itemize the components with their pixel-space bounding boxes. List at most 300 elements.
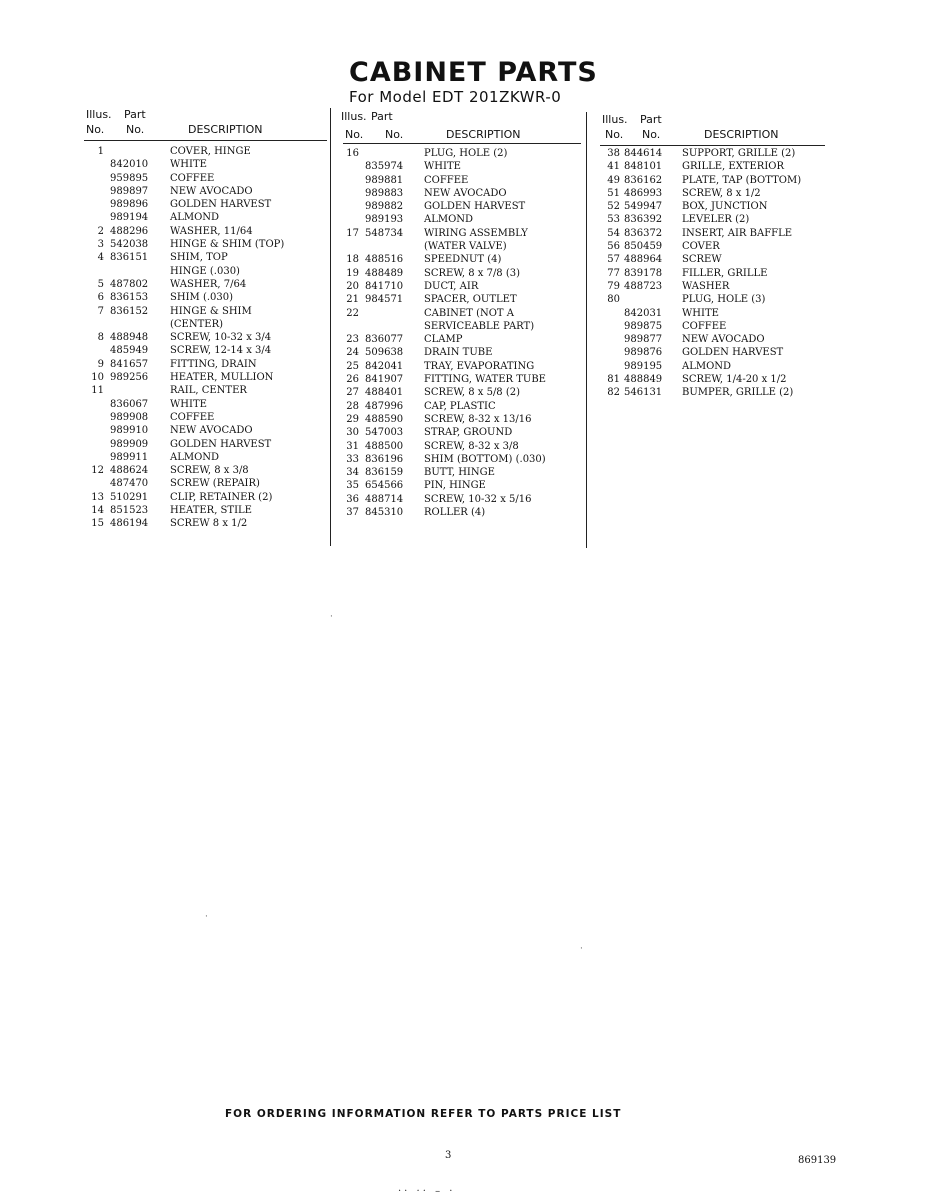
parts-row: [600, 227, 825, 240]
illus-number: 54: [607, 227, 620, 239]
parts-row: [600, 200, 825, 213]
part-number: 486993: [624, 187, 663, 199]
parts-row: [84, 438, 329, 451]
parts-row: [343, 400, 583, 413]
part-number: 989882: [365, 201, 404, 213]
column-header: [343, 108, 583, 142]
parts-column-2: [341, 108, 583, 519]
part-description: CAP, PLASTIC: [424, 400, 496, 412]
illus-number: 12: [91, 465, 104, 477]
part-description: DUCT, AIR: [424, 280, 479, 292]
part-description: PLUG, HOLE (2): [424, 148, 508, 159]
parts-row: [343, 227, 583, 240]
parts-row: [343, 386, 583, 399]
part-description: HEATER, STILE: [170, 505, 252, 517]
part-description: SCREW, 8 x 5/8 (2): [424, 387, 521, 399]
parts-row: [600, 267, 825, 280]
parts-row: [84, 172, 329, 185]
part-number: 845310: [365, 507, 404, 519]
part-description: SCREW, 8 x 3/8: [170, 465, 249, 477]
page-number: 3: [445, 1150, 452, 1161]
part-number: 989195: [624, 360, 663, 372]
parts-row: [343, 333, 583, 346]
part-number: 984571: [365, 294, 404, 306]
illus-number: 26: [346, 374, 359, 386]
parts-row: [600, 386, 825, 399]
part-number: 850459: [624, 241, 663, 253]
parts-rows: [343, 147, 583, 519]
parts-row: [343, 253, 583, 266]
parts-row: [84, 265, 329, 278]
illus-number: 15: [91, 518, 104, 530]
parts-row: [343, 267, 583, 280]
part-number: 989911: [110, 451, 149, 463]
parts-row: [84, 358, 329, 371]
part-number: 989897: [110, 185, 149, 197]
part-description: ALMOND: [170, 212, 220, 224]
illus-number: 34: [346, 467, 359, 479]
illus-number: 80: [607, 294, 620, 306]
part-number: 488489: [365, 267, 404, 279]
parts-row: [343, 174, 583, 187]
part-number: 989881: [365, 174, 404, 186]
scan-marks: ·· ·· – ·: [398, 1186, 456, 1197]
illus-number: 25: [346, 360, 359, 372]
illus-number: 35: [346, 480, 359, 492]
part-number: 836152: [110, 305, 149, 317]
column-header: [84, 108, 329, 142]
parts-row: [600, 373, 825, 386]
part-description: SPEEDNUT (4): [424, 254, 502, 266]
part-number: 836077: [365, 334, 404, 346]
parts-row: [343, 187, 583, 200]
illus-number: 36: [346, 493, 359, 505]
part-number: 547003: [365, 427, 404, 439]
part-number: 488948: [110, 332, 149, 344]
part-number: 851523: [110, 505, 149, 517]
header-illus: Illus.: [602, 113, 628, 126]
parts-row: [84, 451, 329, 464]
parts-row: [84, 145, 329, 158]
parts-row: [343, 293, 583, 306]
parts-row: [84, 251, 329, 264]
part-description: GRILLE, EXTERIOR: [682, 161, 785, 173]
illus-number: 56: [607, 241, 620, 253]
header-part-no: No.: [385, 128, 404, 141]
part-number: 488296: [110, 225, 149, 237]
part-description: COVER, HINGE: [170, 146, 251, 157]
part-description: SCREW, 8-32 x 13/16: [424, 413, 532, 425]
parts-column-3: [600, 113, 825, 399]
header-no: No.: [345, 128, 364, 141]
illus-number: 31: [346, 440, 359, 452]
parts-row: [84, 517, 329, 530]
part-number: 844614: [624, 148, 663, 159]
parts-row: [343, 320, 583, 333]
column-divider: [330, 108, 331, 546]
part-description: FITTING, WATER TUBE: [424, 374, 546, 386]
part-description: WIRING ASSEMBLY: [424, 227, 528, 239]
part-number: 548734: [365, 227, 404, 239]
illus-number: 3: [97, 239, 104, 251]
part-number: 836067: [110, 398, 149, 410]
part-description: BUTT, HINGE: [424, 467, 495, 479]
part-number: 848101: [624, 161, 663, 173]
parts-row: [343, 307, 583, 320]
illus-number: 5: [97, 278, 104, 290]
illus-number: 82: [607, 387, 620, 399]
header-rule: [600, 145, 825, 146]
part-description: TRAY, EVAPORATING: [424, 360, 535, 372]
illus-number: 79: [607, 280, 620, 292]
part-number: 989875: [624, 320, 663, 332]
parts-row: [343, 147, 583, 160]
parts-row: [84, 424, 329, 437]
part-description: ALMOND: [682, 360, 732, 372]
part-description: (CENTER): [170, 318, 224, 330]
part-number: 488401: [365, 387, 404, 399]
header-rule: [343, 143, 581, 144]
part-number: 989877: [624, 334, 663, 346]
header-description: DESCRIPTION: [188, 123, 263, 136]
parts-row: [600, 333, 825, 346]
part-number: 488500: [365, 440, 404, 452]
part-description: WASHER: [682, 280, 730, 292]
part-number: 835974: [365, 161, 404, 173]
part-number: 488723: [624, 280, 663, 292]
parts-row: [343, 280, 583, 293]
illus-number: 10: [91, 372, 104, 384]
part-number: 842041: [365, 360, 404, 372]
illus-number: 13: [91, 491, 104, 503]
illus-number: 41: [607, 161, 620, 173]
part-number: 836153: [110, 292, 149, 304]
parts-row: [84, 185, 329, 198]
parts-row: [343, 360, 583, 373]
header-rule: [84, 140, 327, 141]
part-description: DRAIN TUBE: [424, 347, 493, 359]
parts-row: [600, 320, 825, 333]
parts-row: [84, 278, 329, 291]
header-part-no: No.: [126, 123, 145, 136]
document-number: 869139: [798, 1155, 837, 1166]
illus-number: 29: [346, 413, 359, 425]
part-description: LEVELER (2): [682, 214, 750, 226]
part-description: WHITE: [424, 161, 461, 173]
model-subtitle: For Model EDT 201ZKWR-0: [349, 88, 562, 106]
parts-row: [600, 280, 825, 293]
parts-row: [84, 331, 329, 344]
part-number: 509638: [365, 347, 404, 359]
part-number: 488516: [365, 254, 404, 266]
part-number: 989908: [110, 411, 149, 423]
parts-row: [84, 464, 329, 477]
part-description: GOLDEN HARVEST: [170, 438, 272, 450]
illus-number: 16: [346, 148, 359, 159]
parts-row: [600, 360, 825, 373]
part-number: 989910: [110, 425, 149, 437]
part-description: COFFEE: [424, 174, 469, 186]
part-description: GOLDEN HARVEST: [170, 199, 272, 211]
part-number: 487802: [110, 278, 149, 290]
part-description: STRAP, GROUND: [424, 427, 513, 439]
part-number: 989194: [110, 212, 149, 224]
part-description: (WATER VALVE): [424, 241, 507, 253]
part-number: 654566: [365, 480, 404, 492]
part-number: 989909: [110, 438, 149, 450]
part-description: SCREW, 10-32 x 5/16: [424, 493, 532, 505]
illus-number: 11: [91, 385, 104, 397]
parts-row: [343, 440, 583, 453]
parts-row: [343, 373, 583, 386]
illus-number: 49: [607, 174, 620, 186]
parts-rows: [600, 147, 825, 400]
part-number: 486194: [110, 518, 149, 530]
parts-row: [84, 384, 329, 397]
parts-row: [84, 491, 329, 504]
parts-column-1: [84, 108, 329, 530]
illus-number: 57: [607, 254, 620, 266]
parts-row: [84, 158, 329, 171]
parts-row: [600, 174, 825, 187]
part-description: SCREW: [682, 254, 722, 266]
parts-row: [84, 291, 329, 304]
illus-number: 4: [97, 252, 104, 264]
illus-number: 21: [346, 294, 359, 306]
part-number: 989896: [110, 199, 149, 211]
parts-row: [343, 479, 583, 492]
ordering-note: FOR ORDERING INFORMATION REFER TO PARTS PRICE LIST: [225, 1108, 622, 1120]
part-description: SCREW, 8 x 7/8 (3): [424, 267, 521, 279]
parts-row: [84, 477, 329, 490]
part-description: SCREW, 12-14 x 3/4: [170, 345, 272, 357]
part-description: ALMOND: [424, 214, 474, 226]
parts-row: [600, 187, 825, 200]
part-number: 836162: [624, 174, 663, 186]
parts-row: [84, 318, 329, 331]
part-number: 549947: [624, 201, 663, 213]
part-description: COFFEE: [682, 320, 727, 332]
part-description: INSERT, AIR BAFFLE: [682, 227, 793, 239]
part-number: 485949: [110, 345, 149, 357]
illus-number: 9: [97, 358, 104, 370]
part-description: FITTING, DRAIN: [170, 358, 257, 370]
part-description: BOX, JUNCTION: [682, 201, 768, 213]
illus-number: 27: [346, 387, 359, 399]
part-number: 841907: [365, 374, 404, 386]
illus-number: 22: [346, 307, 359, 319]
part-number: 836159: [365, 467, 404, 479]
part-description: ALMOND: [170, 451, 220, 463]
part-description: SCREW, 8 x 1/2: [682, 187, 761, 199]
part-description: WHITE: [170, 398, 207, 410]
part-description: SUPPORT, GRILLE (2): [682, 148, 796, 159]
part-description: CABINET (NOT A: [424, 307, 514, 319]
part-number: 510291: [110, 491, 149, 503]
part-number: 487996: [365, 400, 404, 412]
parts-row: [84, 371, 329, 384]
part-number: 487470: [110, 478, 149, 490]
part-description: SPACER, OUTLET: [424, 294, 517, 306]
part-description: HINGE (.030): [170, 265, 240, 277]
illus-number: 8: [97, 332, 104, 344]
parts-row: [343, 453, 583, 466]
part-description: NEW AVOCADO: [170, 425, 253, 437]
column-divider: [586, 112, 587, 548]
parts-row: [343, 213, 583, 226]
part-number: 842031: [624, 307, 663, 319]
part-description: PLUG, HOLE (3): [682, 294, 766, 306]
part-number: 842010: [110, 159, 149, 171]
page-title: CABINET PARTS: [349, 57, 598, 88]
part-description: RAIL, CENTER: [170, 385, 247, 397]
illus-number: 81: [607, 374, 620, 386]
parts-row: [84, 238, 329, 251]
parts-row: [343, 160, 583, 173]
part-number: 989193: [365, 214, 404, 226]
parts-row: [343, 426, 583, 439]
part-number: 542038: [110, 239, 149, 251]
part-number: 989256: [110, 372, 149, 384]
parts-row: [343, 493, 583, 506]
column-header: [600, 113, 825, 147]
illus-number: 20: [346, 280, 359, 292]
parts-rows: [84, 145, 329, 531]
parts-row: [84, 411, 329, 424]
header-part: Part: [371, 110, 393, 123]
part-description: GOLDEN HARVEST: [424, 201, 526, 213]
illus-number: 77: [607, 267, 620, 279]
header-illus: Illus.: [341, 110, 367, 123]
parts-row: [84, 398, 329, 411]
header-no: No.: [86, 123, 105, 136]
parts-row: [600, 213, 825, 226]
part-description: GOLDEN HARVEST: [682, 347, 784, 359]
scan-speck: ·: [205, 912, 208, 922]
parts-row: [600, 253, 825, 266]
part-description: HINGE & SHIM: [170, 305, 252, 317]
header-illus: Illus.: [86, 108, 112, 121]
parts-row: [600, 147, 825, 160]
illus-number: 1: [97, 146, 104, 157]
part-description: NEW AVOCADO: [170, 185, 253, 197]
illus-number: 6: [97, 292, 104, 304]
part-description: SHIM, TOP: [170, 252, 228, 264]
header-part: Part: [124, 108, 146, 121]
parts-row: [343, 506, 583, 519]
part-description: SHIM (.030): [170, 292, 234, 304]
part-number: 959895: [110, 172, 149, 184]
part-description: NEW AVOCADO: [682, 334, 765, 346]
scan-speck: ·: [580, 944, 583, 954]
part-number: 836372: [624, 227, 663, 239]
part-number: 836196: [365, 453, 404, 465]
header-part: Part: [640, 113, 662, 126]
part-description: PIN, HINGE: [424, 480, 486, 492]
illus-number: 51: [607, 187, 620, 199]
part-description: FILLER, GRILLE: [682, 267, 768, 279]
part-number: 546131: [624, 387, 663, 399]
illus-number: 28: [346, 400, 359, 412]
part-description: CLAMP: [424, 334, 463, 346]
parts-row: [600, 346, 825, 359]
illus-number: 18: [346, 254, 359, 266]
parts-row: [84, 305, 329, 318]
part-description: WHITE: [170, 159, 207, 171]
part-description: WHITE: [682, 307, 719, 319]
part-description: CLIP, RETAINER (2): [170, 491, 273, 503]
illus-number: 33: [346, 453, 359, 465]
parts-row: [343, 240, 583, 253]
parts-row: [600, 293, 825, 306]
part-number: 488964: [624, 254, 663, 266]
part-number: 488590: [365, 413, 404, 425]
part-description: WASHER, 11/64: [170, 225, 253, 237]
part-description: PLATE, TAP (BOTTOM): [682, 174, 802, 186]
parts-row: [343, 200, 583, 213]
part-description: HEATER, MULLION: [170, 372, 274, 384]
illus-number: 19: [346, 267, 359, 279]
part-number: 989876: [624, 347, 663, 359]
part-number: 839178: [624, 267, 663, 279]
part-number: 488624: [110, 465, 149, 477]
parts-row: [84, 225, 329, 238]
parts-row: [84, 198, 329, 211]
illus-number: 7: [97, 305, 104, 317]
part-description: SCREW, 8-32 x 3/8: [424, 440, 519, 452]
part-description: SCREW, 1/4-20 x 1/2: [682, 374, 787, 386]
part-description: SCREW 8 x 1/2: [170, 518, 248, 530]
parts-row: [343, 346, 583, 359]
part-description: BUMPER, GRILLE (2): [682, 387, 794, 399]
part-number: 841710: [365, 280, 404, 292]
part-description: ROLLER (4): [424, 507, 486, 519]
part-number: 841657: [110, 358, 149, 370]
part-number: 836151: [110, 252, 149, 264]
illus-number: 52: [607, 201, 620, 213]
part-number: 836392: [624, 214, 663, 226]
parts-row: [343, 466, 583, 479]
part-description: COFFEE: [170, 172, 215, 184]
illus-number: 23: [346, 334, 359, 346]
illus-number: 38: [607, 148, 620, 159]
illus-number: 24: [346, 347, 359, 359]
part-description: SCREW, 10-32 x 3/4: [170, 332, 272, 344]
parts-row: [600, 160, 825, 173]
part-description: SHIM (BOTTOM) (.030): [424, 453, 546, 465]
part-description: HINGE & SHIM (TOP): [170, 239, 285, 251]
illus-number: 17: [346, 227, 359, 239]
part-description: WASHER, 7/64: [170, 278, 247, 290]
header-no: No.: [605, 128, 624, 141]
header-part-no: No.: [642, 128, 661, 141]
parts-row: [84, 344, 329, 357]
part-description: COFFEE: [170, 411, 215, 423]
parts-row: [600, 240, 825, 253]
illus-number: 30: [346, 427, 359, 439]
illus-number: 53: [607, 214, 620, 226]
part-description: SCREW (REPAIR): [170, 478, 260, 490]
part-description: COVER: [682, 241, 720, 253]
illus-number: 2: [97, 225, 104, 237]
part-description: SERVICEABLE PART): [424, 320, 535, 332]
illus-number: 37: [346, 507, 359, 519]
part-number: 488849: [624, 374, 663, 386]
part-number: 488714: [365, 493, 404, 505]
illus-number: 14: [91, 505, 104, 517]
parts-row: [84, 211, 329, 224]
scan-speck: ·: [330, 612, 333, 622]
